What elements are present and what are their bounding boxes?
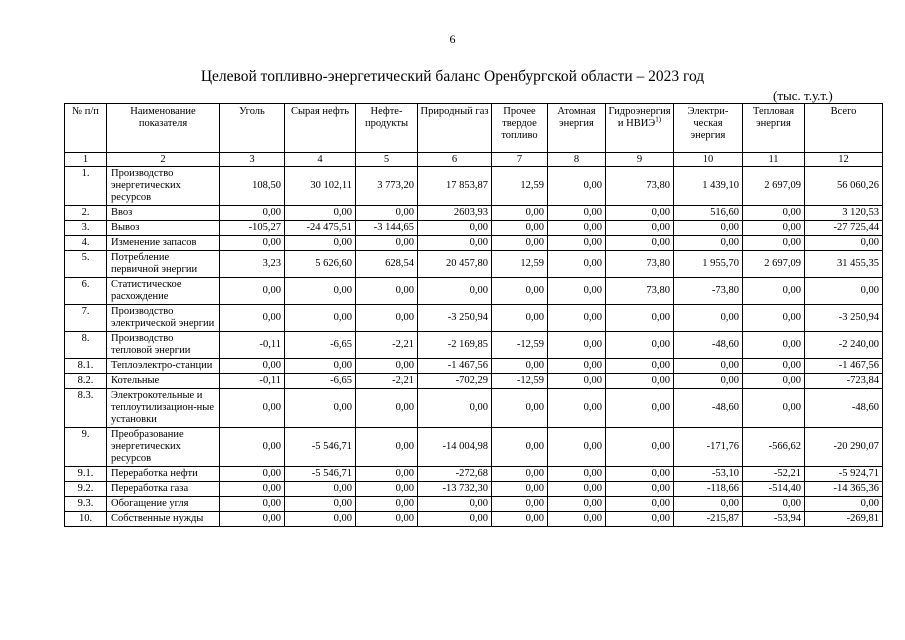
- value-cell: 0,00: [220, 428, 285, 467]
- row-label: Потребление первичной энергии: [107, 251, 220, 278]
- row-number: 10.: [65, 512, 107, 527]
- value-cell: 30 102,11: [285, 167, 356, 206]
- value-cell: 0,00: [285, 206, 356, 221]
- value-cell: 0,00: [805, 236, 883, 251]
- value-cell: -514,40: [743, 482, 805, 497]
- column-header: Гидроэнергия и НВИЭ$^{1)}$: [606, 104, 674, 153]
- row-label: Обогащение угля: [107, 497, 220, 512]
- row-number: 1.: [65, 167, 107, 206]
- value-cell: 0,00: [548, 332, 606, 359]
- footnote-marker: 1): [655, 115, 662, 124]
- value-cell: 0,00: [492, 497, 548, 512]
- row-label: Собственные нужды: [107, 512, 220, 527]
- value-cell: 0,00: [743, 497, 805, 512]
- value-cell: 0,00: [492, 428, 548, 467]
- row-number: 8.: [65, 332, 107, 359]
- value-cell: -2,21: [356, 332, 418, 359]
- value-cell: 0,00: [285, 278, 356, 305]
- value-cell: 0,00: [548, 497, 606, 512]
- value-cell: -14 365,36: [805, 482, 883, 497]
- column-number: 9: [606, 153, 674, 167]
- column-number: 3: [220, 153, 285, 167]
- value-cell: 0,00: [492, 482, 548, 497]
- value-cell: 0,00: [548, 251, 606, 278]
- value-cell: 0,00: [220, 467, 285, 482]
- value-cell: 0,00: [606, 206, 674, 221]
- value-cell: -5 546,71: [285, 467, 356, 482]
- value-cell: 0,00: [220, 482, 285, 497]
- row-number: 5.: [65, 251, 107, 278]
- value-cell: 0,00: [418, 497, 492, 512]
- value-cell: 0,00: [548, 206, 606, 221]
- page-title: Целевой топливно-энергетический баланс Оренбургской области – 2023 год: [200, 68, 705, 85]
- value-cell: -105,27: [220, 221, 285, 236]
- table-row: [65, 374, 883, 389]
- column-header: Природный газ: [418, 104, 492, 153]
- value-cell: -1 467,56: [418, 359, 492, 374]
- column-header: № п/п: [65, 104, 107, 153]
- value-cell: 0,00: [418, 221, 492, 236]
- row-number: 7.: [65, 305, 107, 332]
- value-cell: 0,00: [548, 278, 606, 305]
- value-cell: 0,00: [356, 389, 418, 428]
- column-number: 6: [418, 153, 492, 167]
- value-cell: 0,00: [743, 359, 805, 374]
- row-number: 3.: [65, 221, 107, 236]
- header-row: [65, 104, 883, 153]
- value-cell: -27 725,44: [805, 221, 883, 236]
- value-cell: 2 697,09: [743, 167, 805, 206]
- table-row: [65, 305, 883, 332]
- value-cell: -269,81: [805, 512, 883, 527]
- value-cell: 0,00: [805, 278, 883, 305]
- value-cell: -2 240,00: [805, 332, 883, 359]
- value-cell: 0,00: [548, 236, 606, 251]
- value-cell: 0,00: [285, 512, 356, 527]
- value-cell: -53,10: [674, 467, 743, 482]
- value-cell: 0,00: [743, 206, 805, 221]
- row-number: 9.3.: [65, 497, 107, 512]
- value-cell: 0,00: [606, 305, 674, 332]
- row-label: Статистическое расхождение: [107, 278, 220, 305]
- value-cell: -14 004,98: [418, 428, 492, 467]
- value-cell: 0,00: [606, 482, 674, 497]
- column-header: Всего: [805, 104, 883, 153]
- value-cell: 0,00: [492, 221, 548, 236]
- value-cell: 0,00: [548, 359, 606, 374]
- row-label: Ввоз: [107, 206, 220, 221]
- value-cell: 0,00: [606, 389, 674, 428]
- value-cell: -723,84: [805, 374, 883, 389]
- value-cell: 0,00: [606, 332, 674, 359]
- value-cell: 0,00: [492, 278, 548, 305]
- value-cell: -6,65: [285, 332, 356, 359]
- value-cell: 0,00: [285, 236, 356, 251]
- page-number: 6: [449, 32, 456, 46]
- column-header: Атомная энергия: [548, 104, 606, 153]
- value-cell: 0,00: [743, 221, 805, 236]
- value-cell: 2 697,09: [743, 251, 805, 278]
- table-row: [65, 236, 883, 251]
- value-cell: 0,00: [356, 512, 418, 527]
- value-cell: -48,60: [805, 389, 883, 428]
- value-cell: 3,23: [220, 251, 285, 278]
- table-row: [65, 482, 883, 497]
- row-number: 2.: [65, 206, 107, 221]
- value-cell: 0,00: [674, 305, 743, 332]
- value-cell: 73,80: [606, 278, 674, 305]
- value-cell: -53,94: [743, 512, 805, 527]
- row-number: 8.1.: [65, 359, 107, 374]
- value-cell: -3 250,94: [805, 305, 883, 332]
- value-cell: 20 457,80: [418, 251, 492, 278]
- value-cell: 0,00: [356, 278, 418, 305]
- table-row: [65, 221, 883, 236]
- row-number: 8.3.: [65, 389, 107, 428]
- row-label: Вывоз: [107, 221, 220, 236]
- table-row: [65, 206, 883, 221]
- value-cell: 0,00: [492, 512, 548, 527]
- value-cell: 0,00: [606, 236, 674, 251]
- row-number: 9.1.: [65, 467, 107, 482]
- table-row: [65, 251, 883, 278]
- value-cell: 12,59: [492, 167, 548, 206]
- row-number: 8.2.: [65, 374, 107, 389]
- row-label: Преобразование энергетических ресурсов: [107, 428, 220, 467]
- value-cell: 0,00: [418, 278, 492, 305]
- value-cell: 0,00: [220, 305, 285, 332]
- column-number-row: [65, 153, 883, 167]
- column-header: Прочее твердое топливо: [492, 104, 548, 153]
- value-cell: 0,00: [548, 167, 606, 206]
- value-cell: 0,00: [356, 206, 418, 221]
- table-row: [65, 497, 883, 512]
- value-cell: 0,00: [674, 374, 743, 389]
- value-cell: 2603,93: [418, 206, 492, 221]
- value-cell: -2 169,85: [418, 332, 492, 359]
- table-body: [65, 167, 883, 527]
- column-number: 1: [65, 153, 107, 167]
- value-cell: -566,62: [743, 428, 805, 467]
- value-cell: 0,00: [356, 428, 418, 467]
- column-number: 7: [492, 153, 548, 167]
- value-cell: 0,00: [606, 221, 674, 236]
- value-cell: -12,59: [492, 332, 548, 359]
- value-cell: 0,00: [285, 305, 356, 332]
- table-row: [65, 167, 883, 206]
- value-cell: 0,00: [743, 278, 805, 305]
- value-cell: 0,00: [418, 236, 492, 251]
- value-cell: 0,00: [356, 467, 418, 482]
- value-cell: -3 250,94: [418, 305, 492, 332]
- value-cell: 0,00: [492, 359, 548, 374]
- value-cell: -52,21: [743, 467, 805, 482]
- value-cell: 0,00: [285, 482, 356, 497]
- row-label: Теплоэлектро-станции: [107, 359, 220, 374]
- value-cell: 0,00: [220, 512, 285, 527]
- value-cell: -5 546,71: [285, 428, 356, 467]
- value-cell: -48,60: [674, 389, 743, 428]
- value-cell: 12,59: [492, 251, 548, 278]
- value-cell: 0,00: [548, 512, 606, 527]
- table-row: [65, 467, 883, 482]
- value-cell: 73,80: [606, 167, 674, 206]
- value-cell: 0,00: [743, 389, 805, 428]
- value-cell: 0,00: [356, 359, 418, 374]
- column-header: Сырая нефть: [285, 104, 356, 153]
- value-cell: 0,00: [285, 497, 356, 512]
- value-cell: 0,00: [606, 428, 674, 467]
- row-number: 4.: [65, 236, 107, 251]
- value-cell: 0,00: [418, 512, 492, 527]
- value-cell: -20 290,07: [805, 428, 883, 467]
- column-header: Наименование показателя: [107, 104, 220, 153]
- table-row: [65, 359, 883, 374]
- row-number: 9.: [65, 428, 107, 467]
- column-number: 12: [805, 153, 883, 167]
- value-cell: 0,00: [356, 497, 418, 512]
- value-cell: 1 439,10: [674, 167, 743, 206]
- row-label: Производство энергетических ресурсов: [107, 167, 220, 206]
- table-row: [65, 332, 883, 359]
- row-label: Переработка газа: [107, 482, 220, 497]
- value-cell: 5 626,60: [285, 251, 356, 278]
- column-number: 2: [107, 153, 220, 167]
- row-number: 9.2.: [65, 482, 107, 497]
- value-cell: 0,00: [548, 467, 606, 482]
- value-cell: 0,00: [220, 278, 285, 305]
- row-label: Изменение запасов: [107, 236, 220, 251]
- value-cell: 0,00: [606, 359, 674, 374]
- value-cell: 0,00: [548, 374, 606, 389]
- value-cell: 3 120,53: [805, 206, 883, 221]
- value-cell: 516,60: [674, 206, 743, 221]
- value-cell: 0,00: [492, 236, 548, 251]
- value-cell: 0,00: [606, 512, 674, 527]
- row-label: Производство тепловой энергии: [107, 332, 220, 359]
- value-cell: 0,00: [220, 359, 285, 374]
- column-number: 5: [356, 153, 418, 167]
- value-cell: 0,00: [220, 236, 285, 251]
- row-label: Котельные: [107, 374, 220, 389]
- value-cell: -6,65: [285, 374, 356, 389]
- value-cell: -2,21: [356, 374, 418, 389]
- column-number: 4: [285, 153, 356, 167]
- value-cell: 31 455,35: [805, 251, 883, 278]
- value-cell: 3 773,20: [356, 167, 418, 206]
- value-cell: -118,66: [674, 482, 743, 497]
- table-row: [65, 428, 883, 467]
- value-cell: 73,80: [606, 251, 674, 278]
- column-number: 8: [548, 153, 606, 167]
- value-cell: 0,00: [548, 221, 606, 236]
- value-cell: 0,00: [356, 305, 418, 332]
- value-cell: 0,00: [356, 236, 418, 251]
- column-header: Уголь: [220, 104, 285, 153]
- value-cell: 17 853,87: [418, 167, 492, 206]
- value-cell: 0,00: [492, 389, 548, 428]
- value-cell: 0,00: [492, 305, 548, 332]
- value-cell: 0,00: [492, 206, 548, 221]
- value-cell: -73,80: [674, 278, 743, 305]
- column-header: Тепловая энергия: [743, 104, 805, 153]
- value-cell: 1 955,70: [674, 251, 743, 278]
- value-cell: 0,00: [356, 482, 418, 497]
- value-cell: -12,59: [492, 374, 548, 389]
- value-cell: 0,00: [220, 206, 285, 221]
- value-cell: -215,87: [674, 512, 743, 527]
- value-cell: 628,54: [356, 251, 418, 278]
- value-cell: 0,00: [220, 389, 285, 428]
- value-cell: 0,00: [743, 332, 805, 359]
- table-row: [65, 512, 883, 527]
- value-cell: -5 924,71: [805, 467, 883, 482]
- row-label: Переработка нефти: [107, 467, 220, 482]
- table-row: [65, 389, 883, 428]
- row-label: Производство электрической энергии: [107, 305, 220, 332]
- value-cell: 0,00: [743, 236, 805, 251]
- value-cell: -24 475,51: [285, 221, 356, 236]
- balance-table: [64, 103, 883, 527]
- value-cell: 0,00: [606, 497, 674, 512]
- value-cell: -171,76: [674, 428, 743, 467]
- value-cell: 0,00: [418, 389, 492, 428]
- value-cell: -1 467,56: [805, 359, 883, 374]
- table-row: [65, 278, 883, 305]
- value-cell: 0,00: [220, 497, 285, 512]
- value-cell: 0,00: [743, 374, 805, 389]
- value-cell: 0,00: [674, 236, 743, 251]
- value-cell: -13 732,30: [418, 482, 492, 497]
- column-number: 10: [674, 153, 743, 167]
- value-cell: -3 144,65: [356, 221, 418, 236]
- value-cell: -48,60: [674, 332, 743, 359]
- value-cell: 0,00: [674, 221, 743, 236]
- value-cell: 56 060,26: [805, 167, 883, 206]
- value-cell: 0,00: [492, 467, 548, 482]
- column-header: Электри-ческая энергия: [674, 104, 743, 153]
- value-cell: -272,68: [418, 467, 492, 482]
- value-cell: 0,00: [548, 482, 606, 497]
- value-cell: 0,00: [606, 467, 674, 482]
- value-cell: 0,00: [674, 497, 743, 512]
- value-cell: -0,11: [220, 332, 285, 359]
- value-cell: 0,00: [805, 497, 883, 512]
- units-label: (тыс. т.у.т.): [773, 88, 833, 103]
- row-number: 6.: [65, 278, 107, 305]
- value-cell: 108,50: [220, 167, 285, 206]
- value-cell: -0,11: [220, 374, 285, 389]
- row-label: Электрокотельные и теплоутилизацион-ные установки: [107, 389, 220, 428]
- value-cell: 0,00: [548, 305, 606, 332]
- column-number: 11: [743, 153, 805, 167]
- value-cell: 0,00: [548, 428, 606, 467]
- value-cell: 0,00: [285, 359, 356, 374]
- value-cell: 0,00: [548, 389, 606, 428]
- value-cell: 0,00: [285, 389, 356, 428]
- value-cell: -702,29: [418, 374, 492, 389]
- value-cell: 0,00: [743, 305, 805, 332]
- value-cell: 0,00: [674, 359, 743, 374]
- value-cell: 0,00: [606, 374, 674, 389]
- column-header: Нефте-продукты: [356, 104, 418, 153]
